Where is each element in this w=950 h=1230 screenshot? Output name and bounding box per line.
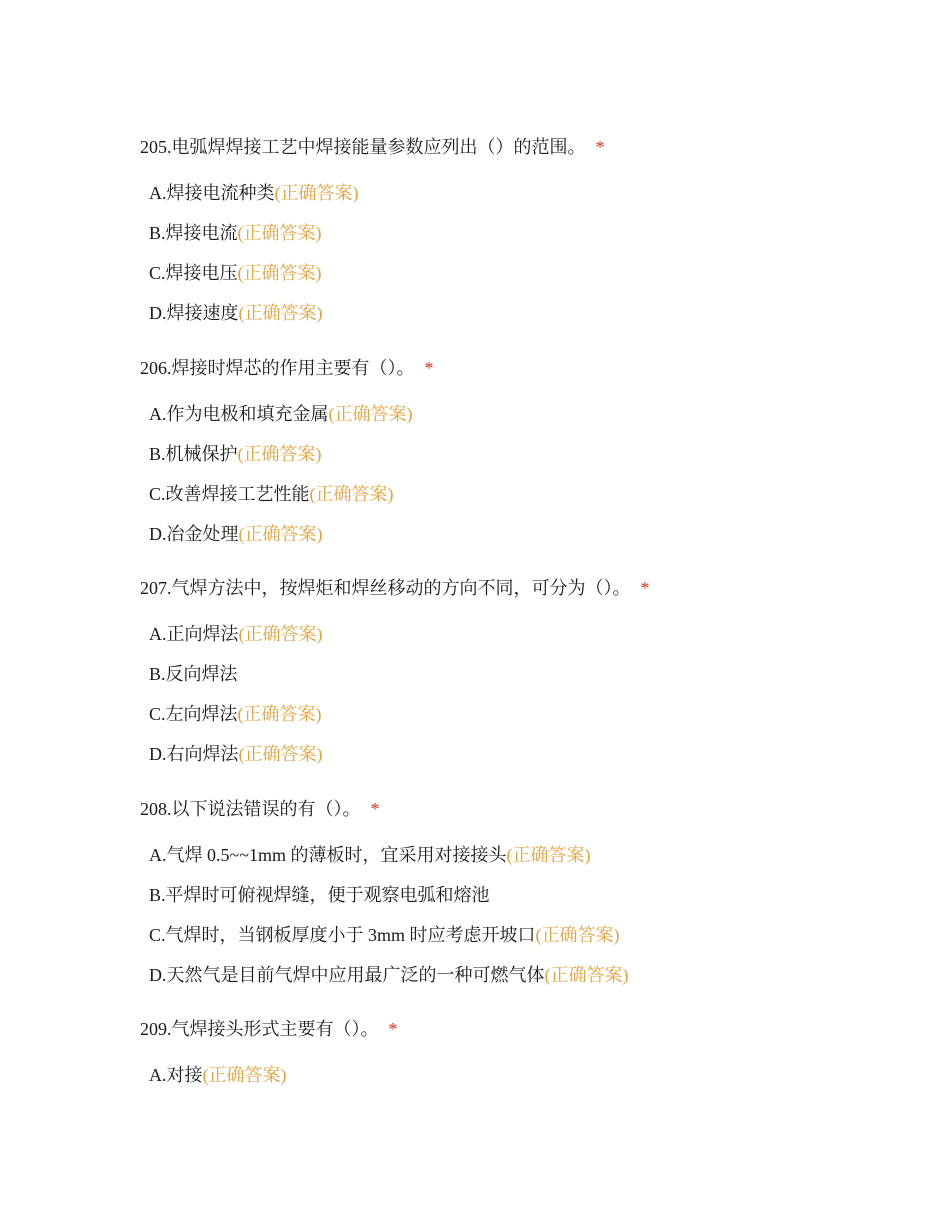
correct-answer-tag: (正确答案)	[328, 404, 413, 424]
question-207	[140, 576, 900, 782]
correct-answer-tag: (正确答案)	[237, 704, 322, 724]
option-list	[140, 622, 900, 766]
option-text: C.改善焊接工艺性能	[149, 484, 310, 504]
correct-answer-tag: (正确答案)	[535, 925, 620, 945]
option-b[interactable]	[149, 442, 900, 466]
question-text: 209.气焊接头形式主要有（）。	[140, 1019, 379, 1039]
option-c[interactable]	[149, 261, 900, 285]
correct-answer-tag: (正确答案)	[238, 624, 323, 644]
option-text: C.气焊时，当钢板厚度小于 3mm 时应考虑开坡口	[149, 925, 536, 945]
question-title	[140, 1017, 900, 1041]
question-209	[140, 1017, 900, 1103]
question-title	[140, 576, 900, 600]
option-text: A.气焊 0.5~~1mm 的薄板时，宜采用对接接头	[149, 845, 507, 865]
correct-answer-tag: (正确答案)	[238, 303, 323, 323]
required-mark: *	[595, 137, 605, 157]
correct-answer-tag: (正确答案)	[544, 965, 629, 985]
option-text: D.冶金处理	[149, 524, 239, 544]
option-text: C.左向焊法	[149, 704, 238, 724]
option-text: A.焊接电流种类	[149, 183, 275, 203]
option-text: D.焊接速度	[149, 303, 239, 323]
question-206	[140, 356, 900, 562]
option-d[interactable]	[149, 742, 900, 766]
option-b[interactable]	[149, 883, 900, 907]
correct-answer-tag: (正确答案)	[309, 484, 394, 504]
option-text: D.右向焊法	[149, 744, 239, 764]
option-c[interactable]	[149, 702, 900, 726]
option-text: A.作为电极和填充金属	[149, 404, 329, 424]
question-text: 205.电弧焊焊接工艺中焊接能量参数应列出（）的范围。	[140, 137, 586, 157]
option-a[interactable]	[149, 622, 900, 646]
option-text: C.焊接电压	[149, 263, 238, 283]
question-title	[140, 797, 900, 821]
option-text: B.焊接电流	[149, 223, 238, 243]
option-text: A.对接	[149, 1065, 203, 1085]
correct-answer-tag: (正确答案)	[237, 444, 322, 464]
option-a[interactable]	[149, 1063, 900, 1087]
option-c[interactable]	[149, 923, 900, 947]
question-text: 206.焊接时焊芯的作用主要有（）。	[140, 358, 415, 378]
option-list	[140, 181, 900, 325]
correct-answer-tag: (正确答案)	[506, 845, 591, 865]
option-text: B.平焊时可俯视焊缝，便于观察电弧和熔池	[149, 885, 490, 905]
option-list	[140, 402, 900, 546]
required-mark: *	[424, 358, 434, 378]
question-title	[140, 356, 900, 380]
option-d[interactable]	[149, 522, 900, 546]
correct-answer-tag: (正确答案)	[237, 263, 322, 283]
correct-answer-tag: (正确答案)	[237, 223, 322, 243]
correct-answer-tag: (正确答案)	[238, 524, 323, 544]
correct-answer-tag: (正确答案)	[202, 1065, 287, 1085]
option-text: B.反向焊法	[149, 664, 238, 684]
option-a[interactable]	[149, 181, 900, 205]
question-title	[140, 135, 900, 159]
option-text: D.天然气是目前气焊中应用最广泛的一种可燃气体	[149, 965, 545, 985]
option-text: B.机械保护	[149, 444, 238, 464]
option-a[interactable]	[149, 843, 900, 867]
required-mark: *	[388, 1019, 398, 1039]
question-text: 207.气焊方法中，按焊炬和焊丝移动的方向不同，可分为（）。	[140, 578, 631, 598]
question-208	[140, 797, 900, 1003]
option-b[interactable]	[149, 221, 900, 245]
option-d[interactable]	[149, 301, 900, 325]
question-text: 208.以下说法错误的有（）。	[140, 799, 361, 819]
required-mark: *	[640, 578, 650, 598]
option-a[interactable]	[149, 402, 900, 426]
option-text: A.正向焊法	[149, 624, 239, 644]
question-205	[140, 135, 900, 341]
option-c[interactable]	[149, 482, 900, 506]
option-list	[140, 843, 900, 987]
correct-answer-tag: (正确答案)	[238, 744, 323, 764]
option-list	[140, 1063, 900, 1087]
required-mark: *	[370, 799, 380, 819]
option-d[interactable]	[149, 963, 900, 987]
correct-answer-tag: (正确答案)	[274, 183, 359, 203]
option-b[interactable]	[149, 662, 900, 686]
